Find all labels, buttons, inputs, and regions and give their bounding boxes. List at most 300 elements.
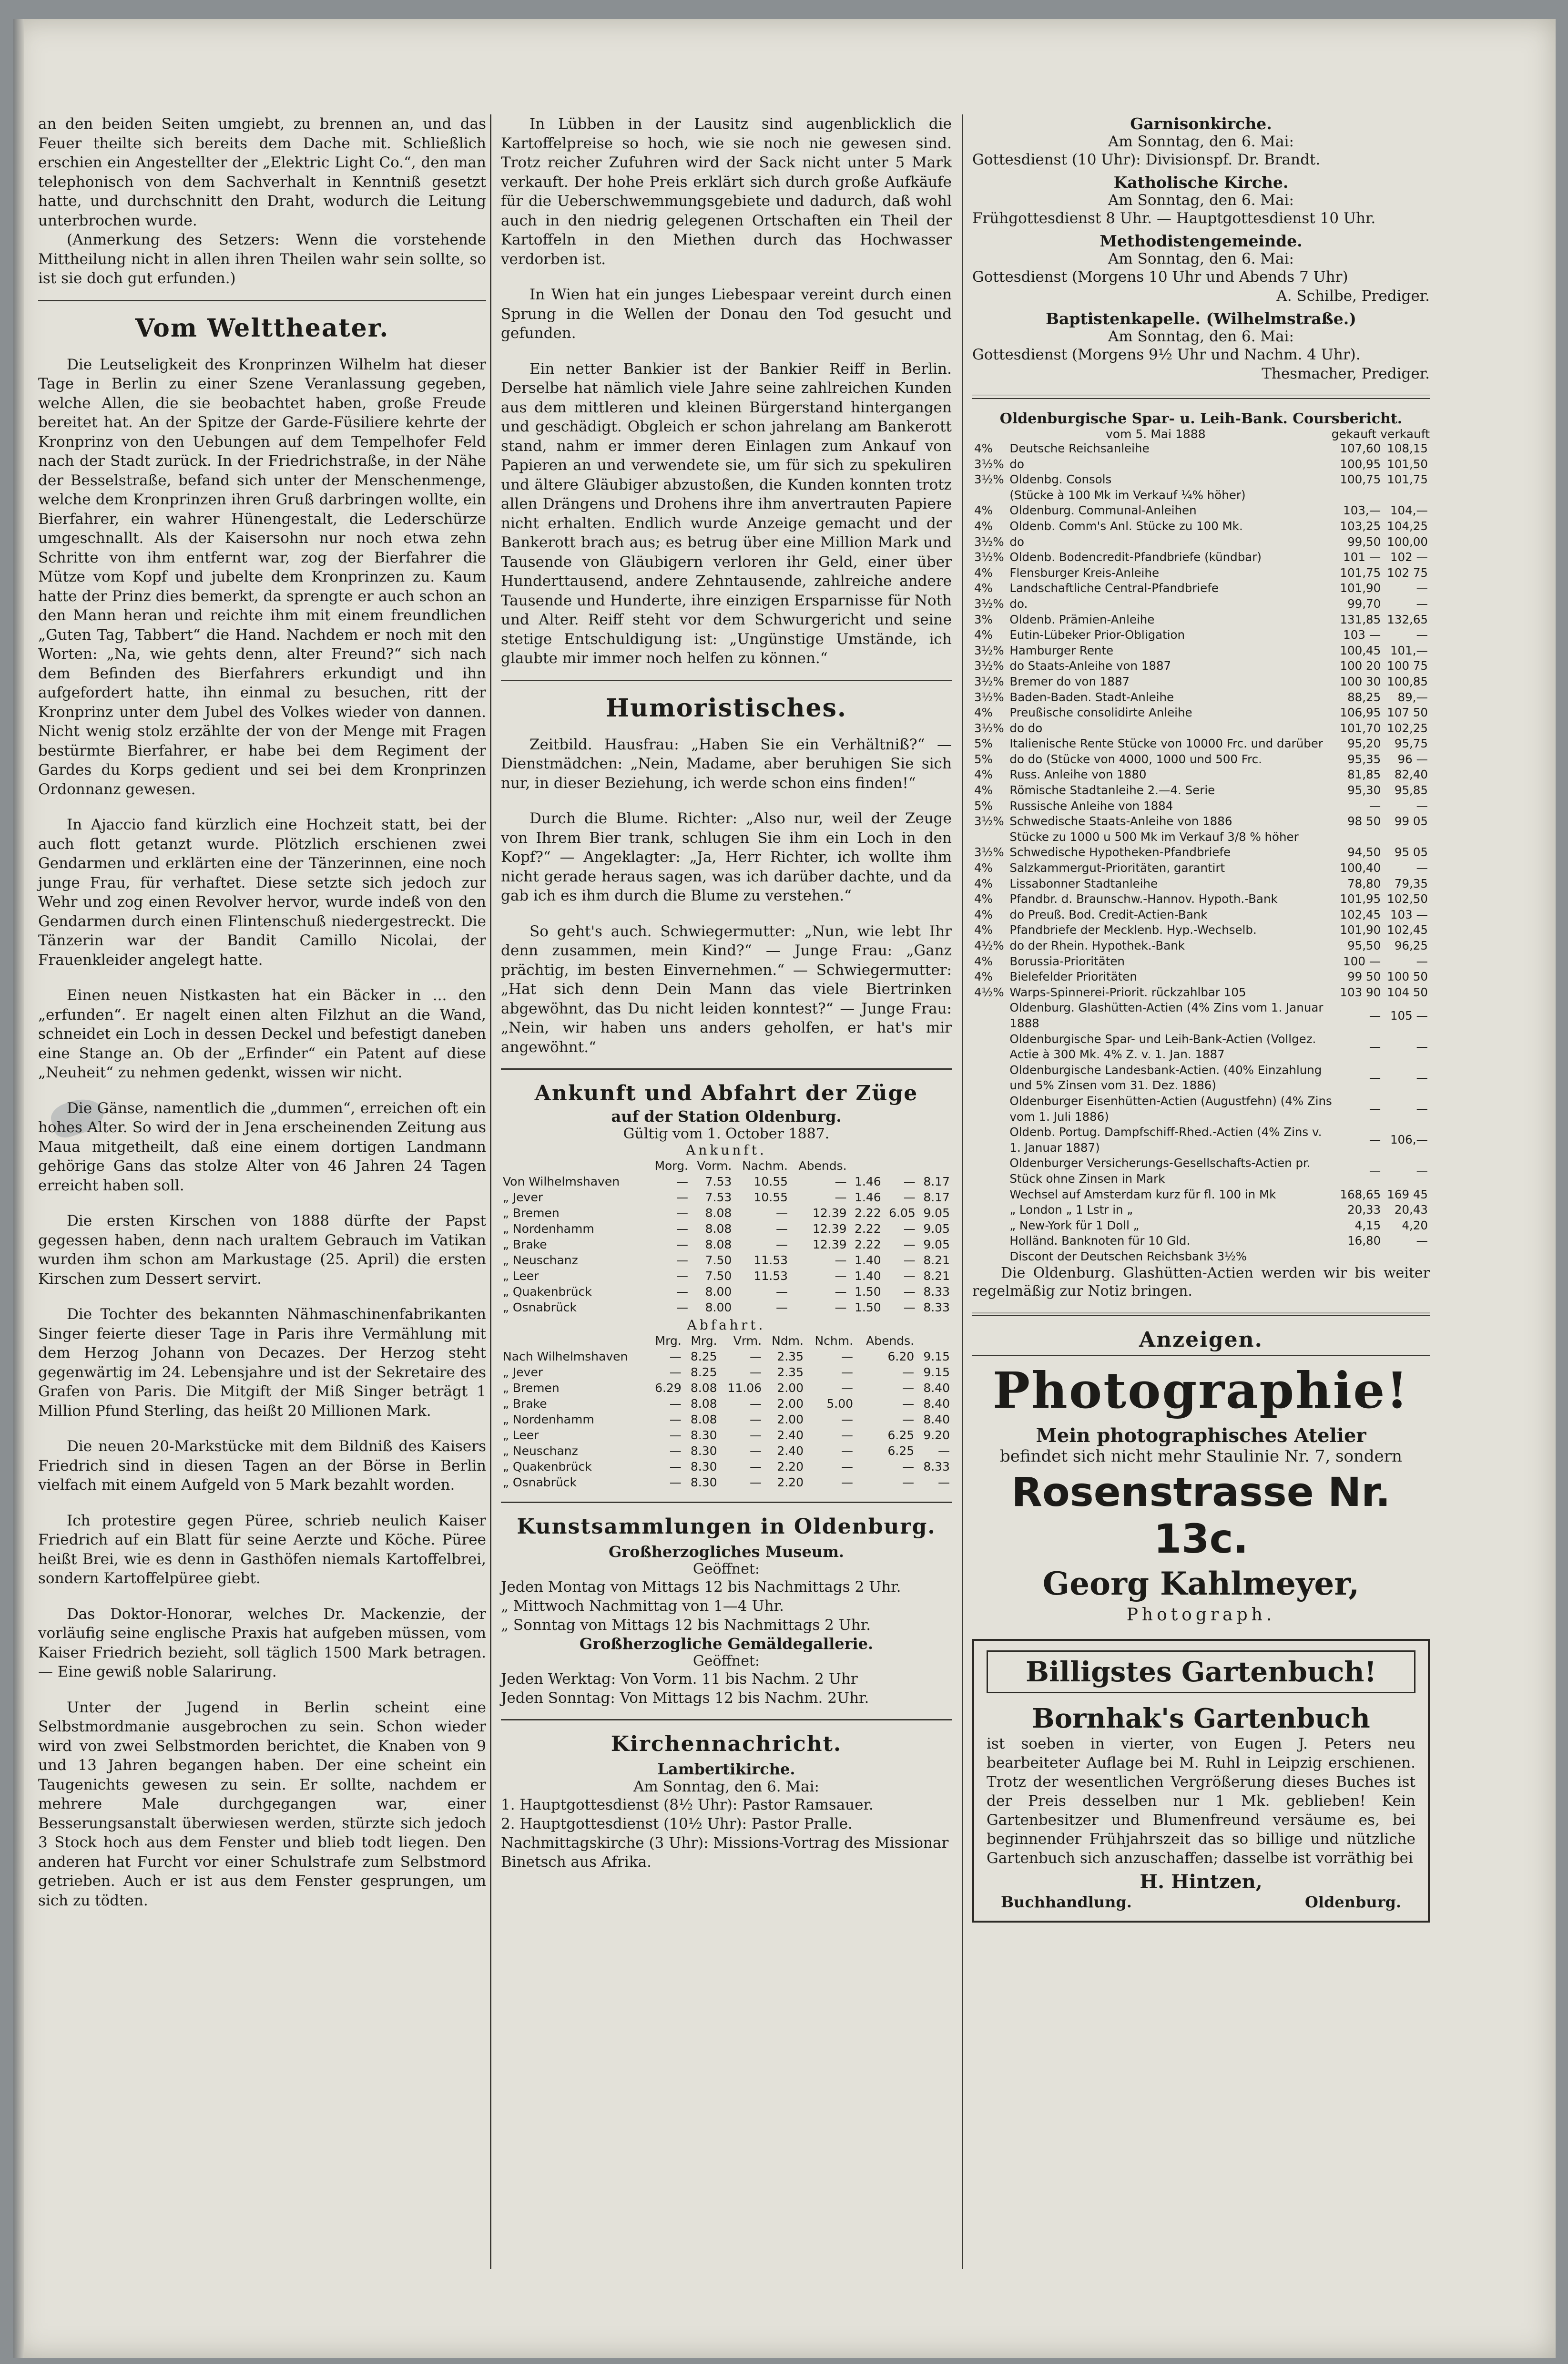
katholische-kirche-service: Frühgottesdienst 8 Uhr. — Hauptgottesdienst 10 Uhr. bbox=[972, 210, 1376, 227]
table-cell: 8.21 bbox=[923, 1269, 950, 1283]
price-cell: — bbox=[1369, 1071, 1381, 1085]
security-name-cell: Oldenburg. Glashütten-Actien (4% Zins vom 1. Januar 1888 bbox=[1009, 1001, 1324, 1030]
security-name-cell: Pfandbr. d. Braunschw.-Hannov. Hypoth.-Bank bbox=[1009, 892, 1278, 906]
coursbericht-row bbox=[972, 798, 1430, 814]
coursbericht-row bbox=[972, 1218, 1430, 1234]
table-cell: 1.40 bbox=[855, 1269, 881, 1283]
table-cell: — bbox=[903, 1222, 916, 1236]
price-cell: 100,95 bbox=[1340, 457, 1381, 471]
table-cell: 10.55 bbox=[753, 1190, 788, 1204]
coursbericht-row bbox=[972, 550, 1430, 565]
security-name-cell: Russische Anleihe von 1884 bbox=[1009, 798, 1173, 813]
table-cell: 8.40 bbox=[923, 1412, 950, 1426]
table-cell: 2.00 bbox=[777, 1397, 804, 1411]
table-cell: 8.08 bbox=[705, 1238, 732, 1251]
table-cell: 8.08 bbox=[690, 1397, 717, 1411]
ad-gartenbuch-city: Oldenburg. bbox=[1304, 1893, 1401, 1912]
table-cell: — bbox=[676, 1175, 688, 1188]
price-cell: 100,40 bbox=[1340, 861, 1381, 875]
coursbericht-row bbox=[972, 736, 1430, 752]
table-cell: — bbox=[841, 1412, 854, 1426]
price-cell: — bbox=[1416, 581, 1428, 595]
table-cell: — bbox=[750, 1350, 762, 1363]
coursbericht-row bbox=[972, 969, 1430, 985]
table-cell: 2.40 bbox=[777, 1428, 804, 1442]
security-name-cell: Warps-Spinnerei-Priorit. rückzahlbar 105 bbox=[1009, 985, 1246, 999]
rate-cell: 4% bbox=[974, 923, 993, 937]
article-liebespaar: In Wien hat ein junges Liebespaar vereint durch einen Sprung in die Wellen der Donau den Tod gesucht und gefunden. bbox=[501, 286, 952, 342]
coursbericht-row bbox=[972, 1202, 1430, 1218]
table-cell: — bbox=[776, 1222, 788, 1236]
table-cell: 9.05 bbox=[923, 1206, 950, 1220]
table-cell: — bbox=[669, 1397, 682, 1411]
table-cell: „ Nordenhamm bbox=[503, 1222, 594, 1236]
coursbericht-row bbox=[972, 845, 1430, 860]
garnisonkirche-title: Garnisonkirche. bbox=[1130, 114, 1272, 133]
arrival-table bbox=[501, 1158, 952, 1315]
table-cell: „ Brake bbox=[503, 1238, 547, 1251]
lambertikirche-service-1: 1. Hauptgottesdienst (8½ Uhr): Pastor Ramsauer. bbox=[501, 1796, 874, 1813]
article-kirschen: Die ersten Kirschen von 1888 dürfte der Papst gegessen haben, denn nach uraltem Gebrauch im Vatikan wurden ihm schon am Markustage (25. April) die ersten Kirschen zum Dessert servirt. bbox=[38, 1212, 486, 1288]
table-cell: — bbox=[676, 1269, 688, 1283]
rate-cell bbox=[972, 488, 1008, 503]
price-cell: 99 50 bbox=[1347, 970, 1381, 984]
coursbericht-row bbox=[972, 457, 1430, 472]
table-cell: — bbox=[902, 1381, 915, 1395]
coursbericht-row bbox=[972, 503, 1430, 519]
table-cell: — bbox=[902, 1460, 915, 1474]
rate-cell: 3½% bbox=[974, 596, 1004, 611]
museum-hours-3: „ Sonntag von Mittags 12 bis Nachmittags 2 Uhr. bbox=[501, 1617, 871, 1634]
ad-photographie-name: Georg Kahlmeyer, bbox=[1042, 1565, 1360, 1603]
table-cell: — bbox=[750, 1365, 762, 1379]
price-cell: 102,45 bbox=[1340, 907, 1381, 921]
price-cell: — bbox=[1416, 861, 1428, 875]
price-cell: 82,40 bbox=[1394, 768, 1428, 782]
table-cell: „ Brake bbox=[503, 1397, 547, 1411]
column-rule-2 bbox=[962, 114, 963, 2269]
price-cell: 81,85 bbox=[1347, 768, 1381, 782]
price-cell: 100,75 bbox=[1340, 472, 1381, 487]
column-2 bbox=[501, 114, 952, 1872]
table-header-cell: Ndm. bbox=[772, 1334, 804, 1348]
table-cell: „ Osnabrück bbox=[503, 1300, 577, 1314]
table-cell: 8.17 bbox=[923, 1175, 950, 1188]
security-name-cell: Wechsel auf Amsterdam kurz für fl. 100 in Mk bbox=[1009, 1187, 1276, 1201]
table-cell: 1.46 bbox=[855, 1175, 881, 1188]
table-cell: 8.25 bbox=[690, 1365, 717, 1379]
coursbericht-table bbox=[972, 441, 1430, 1264]
section-heading-welttheater: Vom Welttheater. bbox=[135, 313, 389, 343]
table-cell: — bbox=[669, 1444, 682, 1458]
table-cell: — bbox=[776, 1238, 788, 1251]
departure-label: Abfahrt. bbox=[687, 1317, 766, 1333]
price-cell: 107,60 bbox=[1340, 441, 1381, 455]
table-cell: 8.08 bbox=[705, 1206, 732, 1220]
security-name-cell: Hamburger Rente bbox=[1009, 643, 1114, 657]
price-cell: 100 20 bbox=[1340, 659, 1381, 673]
price-cell: 103,25 bbox=[1340, 519, 1381, 533]
table-cell: 8.00 bbox=[705, 1285, 732, 1299]
coursbericht-row bbox=[972, 922, 1430, 938]
price-cell: 104,25 bbox=[1387, 519, 1428, 533]
table-cell: 9.15 bbox=[923, 1365, 950, 1379]
coursbericht-row bbox=[972, 938, 1430, 954]
price-cell: 102,25 bbox=[1387, 721, 1428, 735]
table-cell: 8.21 bbox=[923, 1253, 950, 1267]
museum-hours-1: Jeden Montag von Mittags 12 bis Nachmittags 2 Uhr. bbox=[501, 1578, 901, 1596]
table-cell: 8.08 bbox=[690, 1412, 717, 1426]
table-cell: 11.06 bbox=[727, 1381, 762, 1395]
price-cell: 104 50 bbox=[1387, 985, 1428, 999]
price-cell: 89,— bbox=[1397, 690, 1428, 704]
ad-gartenbuch bbox=[972, 1639, 1430, 1923]
departure-row bbox=[501, 1380, 952, 1396]
price-cell: 131,85 bbox=[1340, 612, 1381, 626]
coursbericht-row bbox=[972, 1000, 1430, 1031]
table-cell: 12.39 bbox=[812, 1238, 847, 1251]
coursbericht-columns: gekauft verkauft bbox=[1331, 427, 1430, 441]
security-name-cell: do do bbox=[1009, 721, 1043, 735]
katholische-kirche-date: Am Sonntag, den 6. Mai: bbox=[1108, 192, 1294, 209]
divider bbox=[501, 1068, 952, 1070]
table-cell: „ Osnabrück bbox=[503, 1475, 577, 1489]
lambertikirche-service-3: Nachmittagskirche (3 Uhr): Missions-Vortrag des Missionar Binetsch aus Afrika. bbox=[501, 1834, 949, 1871]
rate-cell: 4% bbox=[974, 503, 993, 518]
ad-photographie-line-1: Mein photographisches Atelier bbox=[1036, 1424, 1366, 1447]
price-cell: 4,15 bbox=[1354, 1218, 1381, 1232]
table-cell: 6.20 bbox=[887, 1350, 915, 1363]
rate-cell bbox=[972, 1202, 1008, 1218]
price-cell: — bbox=[1416, 628, 1428, 642]
rate-cell: 5% bbox=[974, 798, 993, 813]
lambertikirche-service-2: 2. Hauptgottesdienst (10½ Uhr): Pastor Pralle. bbox=[501, 1815, 853, 1832]
table-cell: 2.22 bbox=[855, 1222, 881, 1236]
coursbericht-row bbox=[972, 596, 1430, 612]
coursbericht-row bbox=[972, 985, 1430, 1001]
security-name-cell: Oldenb. Portug. Dampfschiff-Rhed.-Actien (4% Zins v. 1. Januar 1887) bbox=[1009, 1125, 1322, 1155]
table-cell: — bbox=[669, 1350, 682, 1363]
table-cell: Nach Wilhelmshaven bbox=[503, 1350, 628, 1363]
coursbericht-row bbox=[972, 1125, 1430, 1156]
train-schedule-title: Ankunft und Abfahrt der Züge bbox=[534, 1081, 918, 1105]
rate-cell: 4% bbox=[974, 768, 993, 782]
coursbericht-row bbox=[972, 954, 1430, 970]
arrival-row bbox=[501, 1300, 952, 1315]
price-cell: 102 — bbox=[1390, 550, 1428, 564]
table-cell: — bbox=[750, 1444, 762, 1458]
table-header-cell: Abends. bbox=[798, 1159, 847, 1173]
divider bbox=[501, 1719, 952, 1720]
table-cell: 12.39 bbox=[812, 1206, 847, 1220]
price-cell: 95,75 bbox=[1394, 737, 1428, 751]
table-cell: — bbox=[903, 1175, 916, 1188]
security-name-cell: Preußische consolidirte Anleihe bbox=[1009, 706, 1192, 720]
security-name-cell: Salzkammergut-Prioritäten, garantirt bbox=[1009, 861, 1225, 875]
rate-cell: 4% bbox=[974, 783, 993, 798]
security-name-cell: „ London „ 1 Lstr in „ bbox=[1009, 1203, 1133, 1217]
coursbericht-row bbox=[972, 1187, 1430, 1203]
departure-row bbox=[501, 1412, 952, 1427]
rate-cell: 5% bbox=[974, 752, 993, 766]
price-cell: 95,20 bbox=[1347, 737, 1381, 751]
price-cell: — bbox=[1369, 1008, 1381, 1023]
price-cell: 99 05 bbox=[1394, 814, 1428, 829]
price-cell: 16,80 bbox=[1347, 1234, 1381, 1248]
coursbericht-row bbox=[972, 1249, 1430, 1265]
table-cell: 8.33 bbox=[923, 1300, 950, 1314]
coursbericht-row bbox=[972, 721, 1430, 737]
price-cell: 100 30 bbox=[1340, 674, 1381, 688]
coursbericht-row bbox=[972, 1032, 1430, 1063]
table-cell: 5.00 bbox=[826, 1397, 854, 1411]
departure-row bbox=[501, 1427, 952, 1443]
rate-cell bbox=[972, 1125, 1008, 1156]
coursbericht-row bbox=[972, 1233, 1430, 1249]
table-cell: „ Neuschanz bbox=[503, 1253, 578, 1267]
price-cell: 78,80 bbox=[1347, 876, 1381, 890]
price-cell: 103 — bbox=[1343, 628, 1381, 642]
ad-photographie-line-2: befindet sich nicht mehr Staulinie Nr. 7, sondern bbox=[1000, 1447, 1402, 1466]
coursbericht-row bbox=[972, 752, 1430, 768]
price-cell: 101,— bbox=[1390, 643, 1428, 657]
table-cell: — bbox=[841, 1350, 854, 1363]
table-header-cell: Mrg. bbox=[691, 1334, 717, 1348]
joke-so-gehts: So geht's auch. Schwiegermutter: „Nun, wie lebt Ihr denn zusammen, mein Kind?“ — Junge Frau: „Ganz prächtig, im besten Einvernehmen.“ — Schwiegermutter: „Hat sich denn Dein Mann das viele Biertrinken abgewöhnt, das Du nicht leiden konntest?“ — Junge Frau: „Nein, wir haben uns anders geholfen, er hat's mir angewöhnt.“ bbox=[501, 922, 952, 1056]
table-cell: — bbox=[835, 1190, 847, 1204]
price-cell: 20,33 bbox=[1347, 1203, 1381, 1217]
price-cell bbox=[1335, 488, 1383, 503]
divider bbox=[501, 1502, 952, 1503]
table-header-cell bbox=[501, 1333, 648, 1349]
security-name-cell: Oldenburger Versicherungs-Gesellschafts-Actien pr. Stück ohne Zinsen in Mark bbox=[1009, 1156, 1311, 1186]
table-cell: — bbox=[676, 1222, 688, 1236]
arrival-row bbox=[501, 1174, 952, 1189]
column-rule-1 bbox=[490, 114, 491, 2269]
price-cell: — bbox=[1369, 1039, 1381, 1054]
security-name-cell: Oldenburger Eisenhütten-Actien (Augustfehn) (4% Zins vom 1. Juli 1886) bbox=[1009, 1094, 1332, 1124]
table-cell: „ Bremen bbox=[503, 1381, 560, 1395]
security-name-cell: Baden-Baden. Stadt-Anleihe bbox=[1009, 690, 1174, 704]
rate-cell: 4% bbox=[974, 706, 993, 720]
price-cell: 94,50 bbox=[1347, 845, 1381, 860]
table-header-cell: Mrg. bbox=[655, 1334, 682, 1348]
table-cell: — bbox=[835, 1285, 847, 1299]
table-cell: „ Leer bbox=[503, 1269, 539, 1283]
joke-blume: Durch die Blume. Richter: „Also nur, weil der Zeuge von Ihrem Bier trank, schlugen Sie ihm ein Loch in den Kopf?“ — Angeklagter: „Ja, Herr Richter, ich wollte ihm nicht gerade heraus sagen, was ich darüber dachte, und da gab ich es ihm durch die Blume zu verstehen.“ bbox=[501, 810, 952, 904]
table-cell: 2.40 bbox=[777, 1444, 804, 1458]
table-cell: — bbox=[903, 1190, 916, 1204]
gallery-hours-1: Jeden Werktag: Von Vorm. 11 bis Nachm. 2 Uhr bbox=[501, 1670, 858, 1688]
security-name-cell: Italienische Rente Stücke von 10000 Frc. und darüber bbox=[1009, 737, 1323, 751]
table-cell: — bbox=[750, 1475, 762, 1489]
table-cell: — bbox=[676, 1300, 688, 1314]
table-cell: „ Neuschanz bbox=[503, 1444, 578, 1458]
table-cell: — bbox=[902, 1475, 915, 1489]
coursbericht-row bbox=[972, 860, 1430, 876]
article-kronprinz: Die Leutseligkeit des Kronprinzen Wilhelm hat dieser Tage in Berlin zu einer Szene Veranlassung gegeben, welche Allen, die sie beobachtet haben, große Freude bereitet hat. An der Spitze der Garde-Füsiliere kehrte der Kronprinz von den Uebungen auf dem Tempelhofer Feld nach der Stadt zurück. In der Friedrichstraße, in der Nähe der Besselstraße, befand sich unter der Menschenmenge, welche dem Kronprinzen ihren Gruß darbringen wollte, ein Bierfahrer, ein wahrer Hünengestalt, die Lederschürze umgeschnallt. Als der Kaisersohn nur noch etwa zehn Schritte von ihm entfernt war, zog der Bierfahrer die Mütze vom Kopf und jubelte dem Kronprinzen zu. Kaum hatte der Prinz dies bemerkt, da sprengte er auch schon an den Mann heran und reichte ihm mit einem freundlichen „Guten Tag, Tabbert“ die Hand. Nachdem er noch mit den Worten: „Na, wie gehts denn, alter Freund?“ sich nach dem Befinden des Bierfahrers erkundigt und ihn aufgefordert hatte, ihn einmal zu besuchen, ritt der Kronprinz unter dem Jubel des Volkes wieder von dannen. Nicht wenig stolz erzählte der von der Menge mit Fragen bestürmte Bierfahrer, er habe bei dem Regiment der Gardes du Korps gedient und sei bei dem Kronprinzen Ordonnanz gewesen. bbox=[38, 356, 486, 798]
security-name-cell: Oldenbg. Consols bbox=[1009, 472, 1112, 487]
table-cell: 9.05 bbox=[923, 1238, 950, 1251]
table-cell: — bbox=[902, 1365, 915, 1379]
coursbericht-row bbox=[972, 488, 1430, 503]
price-cell: — bbox=[1369, 1102, 1381, 1116]
security-name-cell: Oldenb. Bodencredit-Pfandbriefe (kündbar) bbox=[1009, 550, 1262, 564]
table-cell: „ Jever bbox=[503, 1365, 543, 1379]
methodisten-service: Gottesdienst (Morgens 10 Uhr und Abends 7 Uhr) bbox=[972, 268, 1348, 286]
table-header-cell: Nchm. bbox=[815, 1334, 854, 1348]
price-cell: — bbox=[1369, 1133, 1381, 1147]
article-kartoffelpreise: In Lübben in der Lausitz sind augenblicklich die Kartoffelpreise so hoch, wie sie noch nie gewesen sind. Trotz reicher Zufuhren wird der Sack nicht unter 5 Mark verkauft. Der hohe Preis erklärt sich durch große Aufkäufe für die Ueberschwemmungsgebiete und dadurch, daß wohl auch in den niedrig gelegenen Ortschaften ein Theil der Kartoffeln in den Miethen durch das Hochwasser verdorben ist. bbox=[501, 115, 952, 268]
rate-cell: 3½% bbox=[974, 534, 1004, 549]
train-schedule-valid: Gültig vom 1. October 1887. bbox=[623, 1126, 830, 1142]
arrival-header bbox=[501, 1158, 952, 1174]
price-cell: 100,85 bbox=[1387, 674, 1428, 688]
security-name-cell: Oldenb. Comm's Anl. Stücke zu 100 Mk. bbox=[1009, 519, 1243, 533]
table-cell: 1.50 bbox=[855, 1300, 881, 1314]
price-cell: 132,65 bbox=[1387, 612, 1428, 626]
price-cell: 79,35 bbox=[1394, 876, 1428, 890]
rate-cell: 3½% bbox=[974, 845, 1004, 860]
ad-photographie-headline: Photographie! bbox=[992, 1361, 1410, 1420]
gallery-title: Großherzogliche Gemäldegallerie. bbox=[579, 1635, 874, 1653]
methodisten-title: Methodistengemeinde. bbox=[1100, 232, 1303, 250]
table-cell: — bbox=[903, 1285, 916, 1299]
table-cell: — bbox=[776, 1206, 788, 1220]
security-name-cell: do do (Stücke von 4000, 1000 und 500 Frc. bbox=[1009, 752, 1262, 766]
divider bbox=[501, 680, 952, 681]
price-cell: 95,85 bbox=[1394, 783, 1428, 798]
article-doktor-honorar: Das Doktor-Honorar, welches Dr. Mackenzie, der vorläufig seine englische Praxis hat aufgeben müssen, vom Kaiser Friedrich bezieht, soll täglich 1500 Mark betragen. — Eine gewiß noble Salarirung. bbox=[38, 1605, 486, 1680]
rate-cell bbox=[972, 1187, 1008, 1203]
table-cell: „ Nordenhamm bbox=[503, 1412, 594, 1426]
table-cell: 6.25 bbox=[887, 1444, 915, 1458]
table-cell: — bbox=[676, 1253, 688, 1267]
security-name-cell: do Staats-Anleihe von 1887 bbox=[1009, 659, 1171, 673]
departure-row bbox=[501, 1443, 952, 1459]
rate-cell: 4% bbox=[974, 970, 993, 984]
table-cell: 8.00 bbox=[705, 1300, 732, 1314]
security-name-cell: Flensburger Kreis-Anleihe bbox=[1009, 565, 1160, 580]
table-cell: 7.50 bbox=[705, 1253, 732, 1267]
ad-gartenbuch-banner: Billigstes Gartenbuch! bbox=[987, 1650, 1415, 1693]
table-header-cell: Abends. bbox=[866, 1334, 915, 1348]
coursbericht-row bbox=[972, 690, 1430, 706]
table-cell: 8.25 bbox=[690, 1350, 717, 1363]
price-cell: 106,— bbox=[1390, 1133, 1428, 1147]
rate-cell: 4½% bbox=[974, 939, 1004, 952]
price-cell: 96 — bbox=[1397, 752, 1428, 766]
table-cell: 11.53 bbox=[753, 1269, 788, 1283]
coursbericht-row bbox=[972, 674, 1430, 690]
price-cell: 100 50 bbox=[1387, 970, 1428, 984]
rate-cell bbox=[972, 1156, 1008, 1187]
coursbericht-row bbox=[972, 1156, 1430, 1187]
table-cell: 8.08 bbox=[705, 1222, 732, 1236]
rate-cell: 5% bbox=[974, 737, 993, 751]
security-name-cell: do Preuß. Bod. Credit-Actien-Bank bbox=[1009, 907, 1208, 921]
price-cell: — bbox=[1416, 1234, 1428, 1248]
table-cell: — bbox=[841, 1444, 854, 1458]
table-cell: 2.35 bbox=[777, 1350, 804, 1363]
table-cell: — bbox=[938, 1444, 950, 1458]
departure-header bbox=[501, 1333, 952, 1349]
rate-cell bbox=[972, 829, 1008, 845]
table-cell: 9.05 bbox=[923, 1222, 950, 1236]
security-name-cell: do. bbox=[1009, 596, 1028, 611]
price-cell: 99,50 bbox=[1347, 534, 1381, 549]
price-cell: 100 — bbox=[1343, 954, 1381, 968]
article-singer: Die Tochter des bekannten Nähmaschinenfabrikanten Singer feierte dieser Tage in Paris ihre Vermählung mit dem Herzog Johann von Decazes. Der Herzog steht gegenwärtig im 24. Lebensjahre und ist der Sekretaire des Grafen von Paris. Die Mitgift der Miß Singer beträgt 1 Million Pfund Sterling, das heißt 20 Millionen Mark. bbox=[38, 1306, 486, 1420]
table-cell: 9.15 bbox=[923, 1350, 950, 1363]
coursbericht-row bbox=[972, 581, 1430, 596]
table-header-cell: Vrm. bbox=[733, 1334, 762, 1348]
rate-cell: 4% bbox=[974, 628, 993, 642]
table-cell: — bbox=[776, 1285, 788, 1299]
security-name-cell: Lissabonner Stadtanleihe bbox=[1009, 876, 1158, 890]
museum-title: Großherzogliches Museum. bbox=[608, 1543, 845, 1561]
security-name-cell: do der Rhein. Hypothek.-Bank bbox=[1009, 939, 1185, 952]
table-cell: 2.22 bbox=[855, 1238, 881, 1251]
gallery-open-label: Geöffnet: bbox=[692, 1653, 760, 1669]
security-name-cell: Schwedische Hypotheken-Pfandbriefe bbox=[1009, 845, 1231, 860]
price-cell: 103,— bbox=[1343, 503, 1381, 518]
table-cell: — bbox=[841, 1460, 854, 1474]
table-cell: 10.55 bbox=[753, 1175, 788, 1188]
divider bbox=[972, 1312, 1430, 1316]
table-cell: 7.53 bbox=[705, 1190, 732, 1204]
departure-row bbox=[501, 1474, 952, 1490]
security-name-cell: Oldenburgische Spar- und Leih-Bank-Actien (Vollgez. Actie à 300 Mk. 4% Z. v. 1. Jan. 1887 bbox=[1009, 1032, 1316, 1062]
price-cell: 106,95 bbox=[1340, 706, 1381, 720]
price-cell: 101,70 bbox=[1340, 721, 1381, 735]
price-cell: 101 — bbox=[1343, 550, 1381, 564]
table-cell: — bbox=[903, 1253, 916, 1267]
table-cell: 2.22 bbox=[855, 1206, 881, 1220]
table-cell: 1.50 bbox=[855, 1285, 881, 1299]
table-cell: 6.25 bbox=[887, 1428, 915, 1442]
price-cell: 95,50 bbox=[1347, 939, 1381, 952]
table-cell: — bbox=[835, 1269, 847, 1283]
divider bbox=[972, 395, 1430, 399]
price-cell bbox=[1335, 829, 1383, 845]
table-cell: 6.05 bbox=[889, 1206, 916, 1220]
column-1 bbox=[38, 114, 486, 1910]
table-cell: — bbox=[669, 1460, 682, 1474]
table-cell: — bbox=[776, 1300, 788, 1314]
table-cell: — bbox=[841, 1475, 854, 1489]
anzeigen-title: Anzeigen. bbox=[1139, 1328, 1263, 1352]
table-cell: „ Bremen bbox=[503, 1206, 560, 1220]
typesetter-note: (Anmerkung des Setzers: Wenn die vorstehende Mittheilung nicht in allen ihren Theilen wahr sein sollte, so ist sie doch gut erfunden.) bbox=[38, 231, 486, 287]
price-cell: — bbox=[1416, 954, 1428, 968]
coursbericht-row bbox=[972, 829, 1430, 845]
rate-cell: 4% bbox=[974, 861, 993, 875]
rate-cell: 4% bbox=[974, 565, 993, 580]
arrival-row bbox=[501, 1221, 952, 1237]
table-cell: — bbox=[669, 1475, 682, 1489]
price-cell: — bbox=[1416, 1164, 1428, 1178]
table-header-cell bbox=[501, 1158, 648, 1174]
table-cell: 11.53 bbox=[753, 1253, 788, 1267]
price-cell: — bbox=[1416, 798, 1428, 813]
column-3 bbox=[972, 114, 1430, 1923]
price-cell: 20,43 bbox=[1394, 1203, 1428, 1217]
security-name-cell: Oldenb. Prämien-Anleihe bbox=[1009, 612, 1155, 626]
rate-cell bbox=[972, 1218, 1008, 1234]
table-cell: 1.46 bbox=[855, 1190, 881, 1204]
table-cell: — bbox=[676, 1285, 688, 1299]
